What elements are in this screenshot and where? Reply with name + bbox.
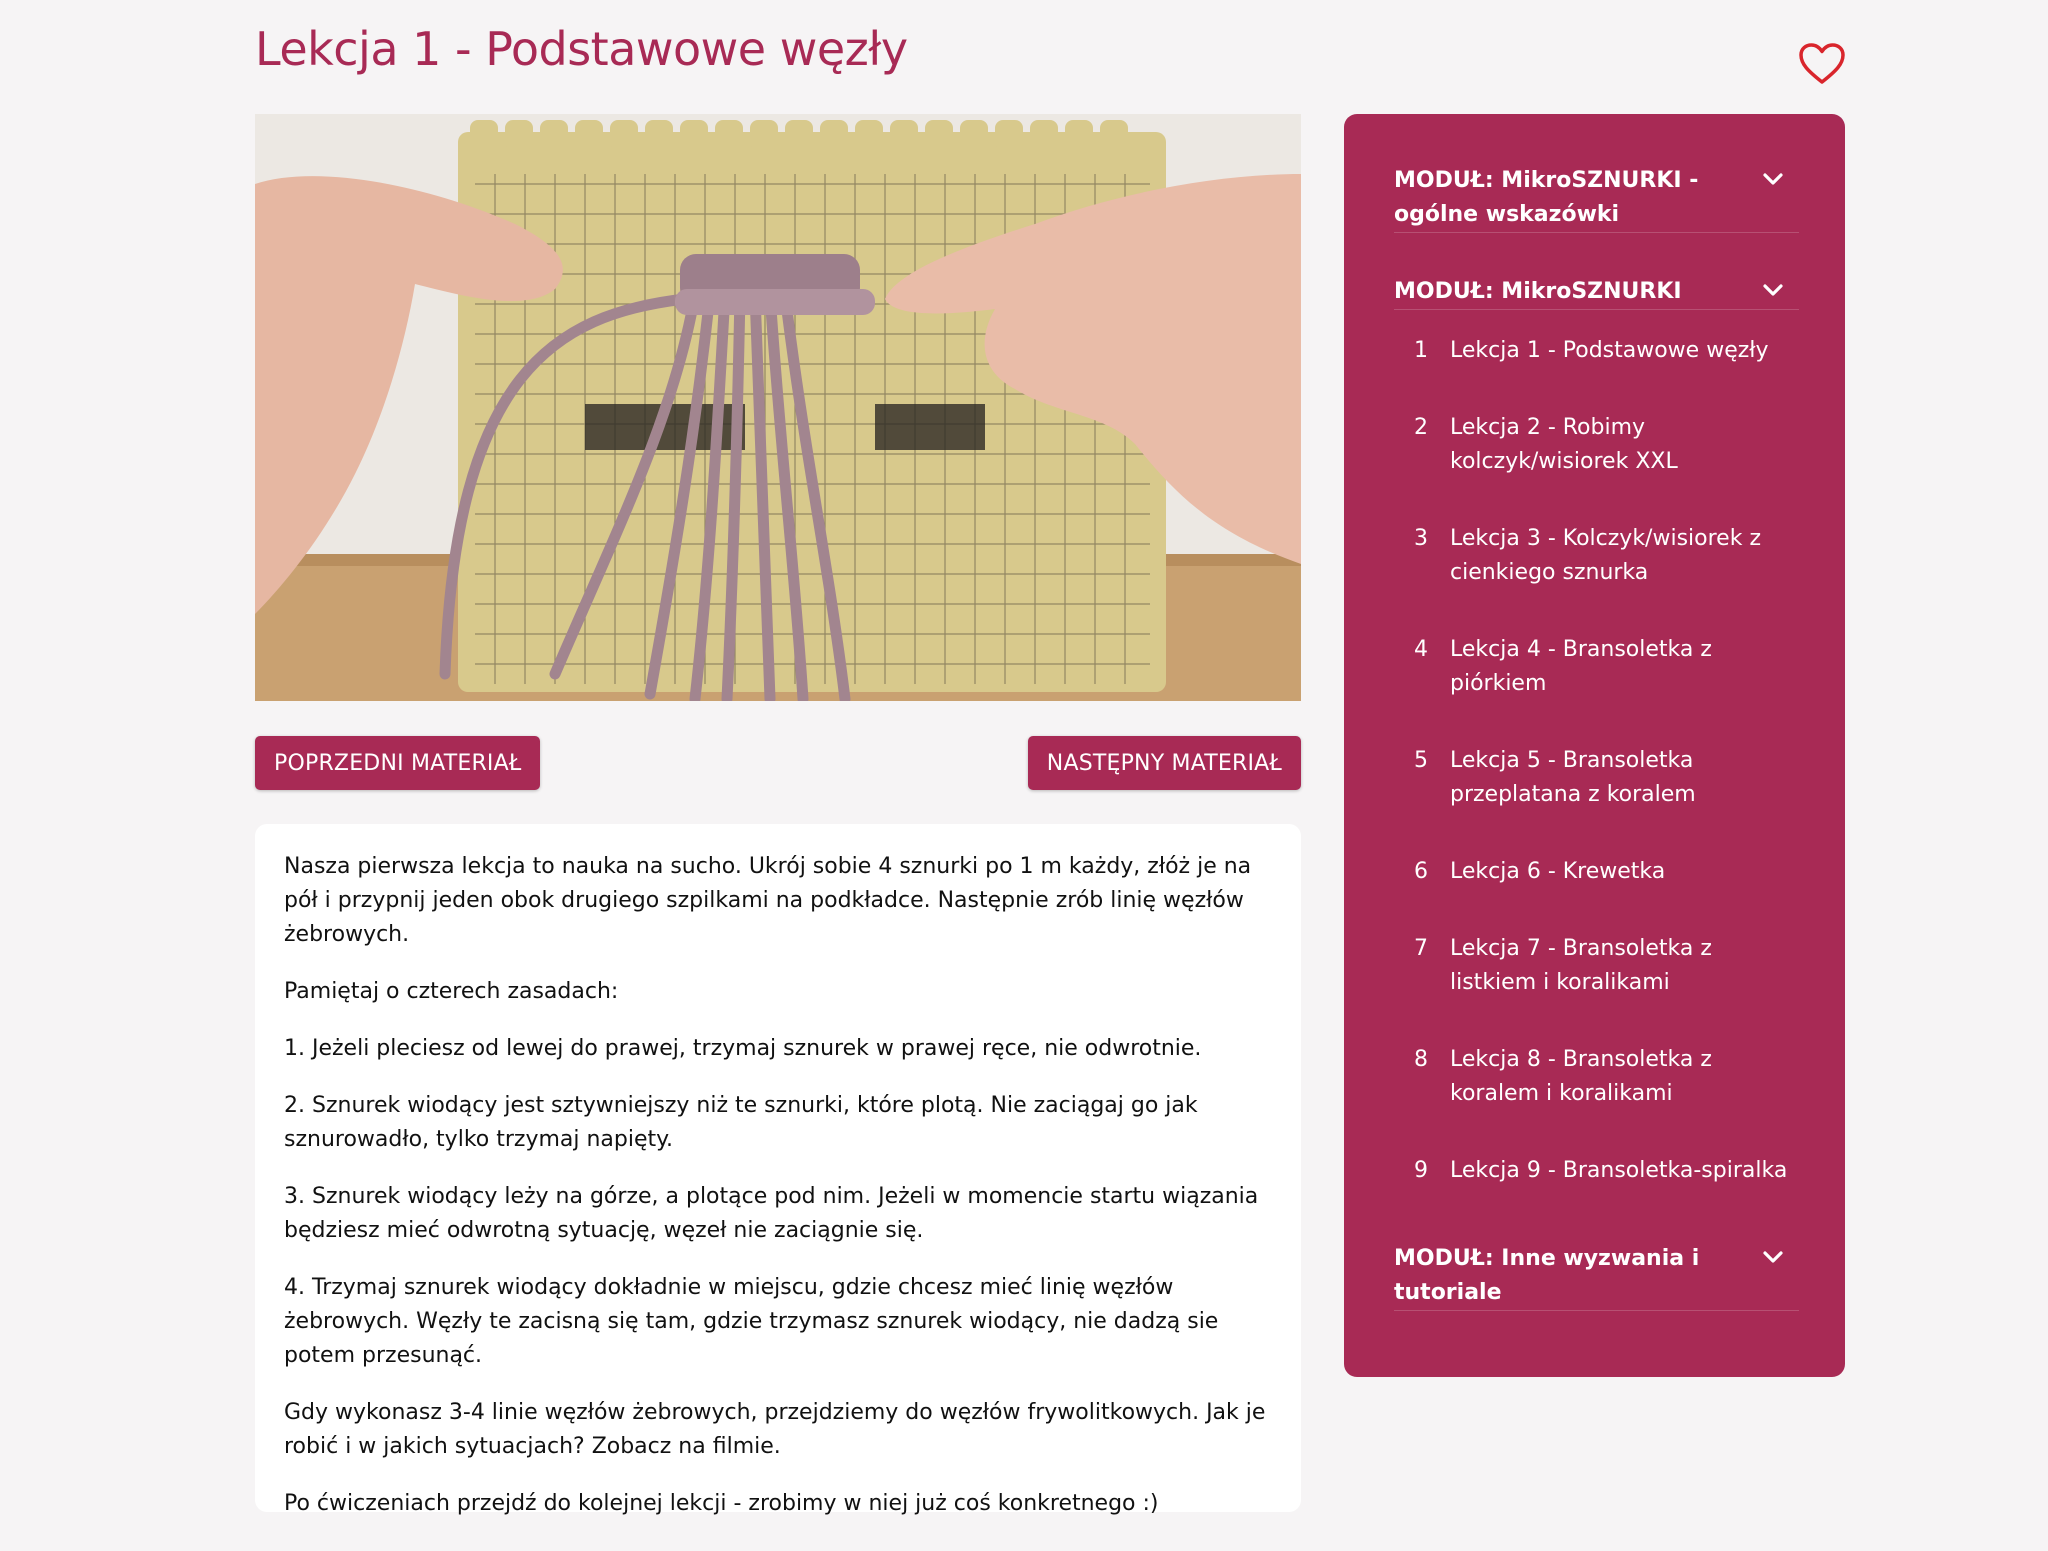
lesson-number: 5 <box>1414 748 1428 773</box>
lesson-number: 3 <box>1414 526 1428 551</box>
paragraph: 2. Sznurek wiodący jest sztywniejszy niż te sznurki, które plotą. Nie zaciągaj go jak sznurowadło, tylko trzymaj napięty. <box>284 1093 1198 1152</box>
page-title: Lekcja 1 - Podstawowe węzły <box>255 22 908 76</box>
paragraph: 1. Jeżeli pleciesz od lewej do prawej, trzymaj sznurek w prawej ręce, nie odwrotnie. <box>284 1036 1202 1061</box>
lesson-item-8[interactable] <box>1394 1043 1799 1111</box>
module-header-general-tips[interactable] <box>1394 164 1799 233</box>
video-thumbnail <box>255 114 1301 701</box>
lesson-item-3[interactable] <box>1394 522 1799 590</box>
course-sidebar <box>1344 114 1845 1377</box>
chevron-down-icon <box>1763 283 1783 297</box>
paragraph: Po ćwiczeniach przejdź do kolejnej lekcji - zrobimy w niej już coś konkretnego :) <box>284 1491 1159 1516</box>
lesson-label: Lekcja 1 - Podstawowe węzły <box>1450 338 1769 363</box>
lesson-item-2[interactable] <box>1394 411 1799 479</box>
next-material-button[interactable]: NASTĘPNY MATERIAŁ <box>1028 736 1301 790</box>
module-title: MODUŁ: MikroSZNURKI <box>1394 279 1682 304</box>
paragraph: Nasza pierwsza lekcja to nauka na sucho. Ukrój sobie 4 sznurki po 1 m każdy, złóż je na pół i przypnij jeden obok drugiego szpilkami na podkładce. Następnie zrób linię węzłów żebrowych. <box>284 854 1252 947</box>
previous-material-button[interactable]: POPRZEDNI MATERIAŁ <box>255 736 540 790</box>
paragraph: 4. Trzymaj sznurek wiodący dokładnie w miejscu, gdzie chcesz mieć linię węzłów żebrowych. Węzły te zacisną się tam, gdzie trzymasz sznurek wiodący, nie dadzą sie potem przesunąć. <box>284 1275 1219 1368</box>
module-title: MODUŁ: MikroSZNURKI - ogólne wskazówki <box>1394 168 1699 227</box>
lesson-label: Lekcja 3 - Kolczyk/wisiorek z cienkiego sznurka <box>1450 526 1761 585</box>
chevron-down-icon <box>1763 172 1783 186</box>
lesson-number: 6 <box>1414 859 1428 884</box>
paragraph: Pamiętaj o czterech zasadach: <box>284 979 619 1004</box>
lesson-number: 9 <box>1414 1158 1428 1183</box>
module-title: MODUŁ: Inne wyzwania i tutoriale <box>1394 1246 1700 1305</box>
lesson-label: Lekcja 6 - Krewetka <box>1450 859 1666 884</box>
lesson-item-4[interactable] <box>1394 633 1799 701</box>
chevron-down-icon <box>1763 1250 1783 1264</box>
module-header-other-challenges[interactable] <box>1394 1242 1799 1311</box>
lesson-number: 8 <box>1414 1047 1428 1072</box>
lesson-label: Lekcja 5 - Bransoletka przeplatana z koralem <box>1450 748 1696 807</box>
favorite-heart-icon[interactable] <box>1798 42 1846 86</box>
lesson-video[interactable] <box>255 114 1301 701</box>
lesson-item-6[interactable] <box>1394 855 1799 889</box>
lesson-label: Lekcja 9 - Bransoletka-spiralka <box>1450 1158 1788 1183</box>
module-header-mikrosznurki[interactable] <box>1394 275 1799 310</box>
lesson-label: Lekcja 2 - Robimy kolczyk/wisiorek XXL <box>1450 415 1678 474</box>
lesson-number: 1 <box>1414 338 1428 363</box>
lesson-label: Lekcja 4 - Bransoletka z piórkiem <box>1450 637 1712 696</box>
lesson-number: 2 <box>1414 415 1428 440</box>
lesson-label: Lekcja 8 - Bransoletka z koralem i koralikami <box>1450 1047 1712 1106</box>
lesson-item-5[interactable] <box>1394 744 1799 812</box>
lesson-item-7[interactable] <box>1394 932 1799 1000</box>
paragraph: 3. Sznurek wiodący leży na górze, a plotące pod nim. Jeżeli w momencie startu wiązania będziesz mieć odwrotną sytuację, węzeł nie zaciągnie się. <box>284 1184 1259 1243</box>
lesson-item-9[interactable] <box>1394 1154 1799 1188</box>
lesson-list <box>1394 334 1799 1188</box>
lesson-description <box>255 824 1301 1516</box>
lesson-number: 4 <box>1414 637 1428 662</box>
lesson-label: Lekcja 7 - Bransoletka z listkiem i koralikami <box>1450 936 1712 995</box>
lesson-item-1[interactable] <box>1394 334 1799 368</box>
lesson-number: 7 <box>1414 936 1428 961</box>
paragraph: Gdy wykonasz 3-4 linie węzłów żebrowych, przejdziemy do węzłów frywolitkowych. Jak je robić i w jakich sytuacjach? Zobacz na filmie. <box>284 1400 1266 1459</box>
